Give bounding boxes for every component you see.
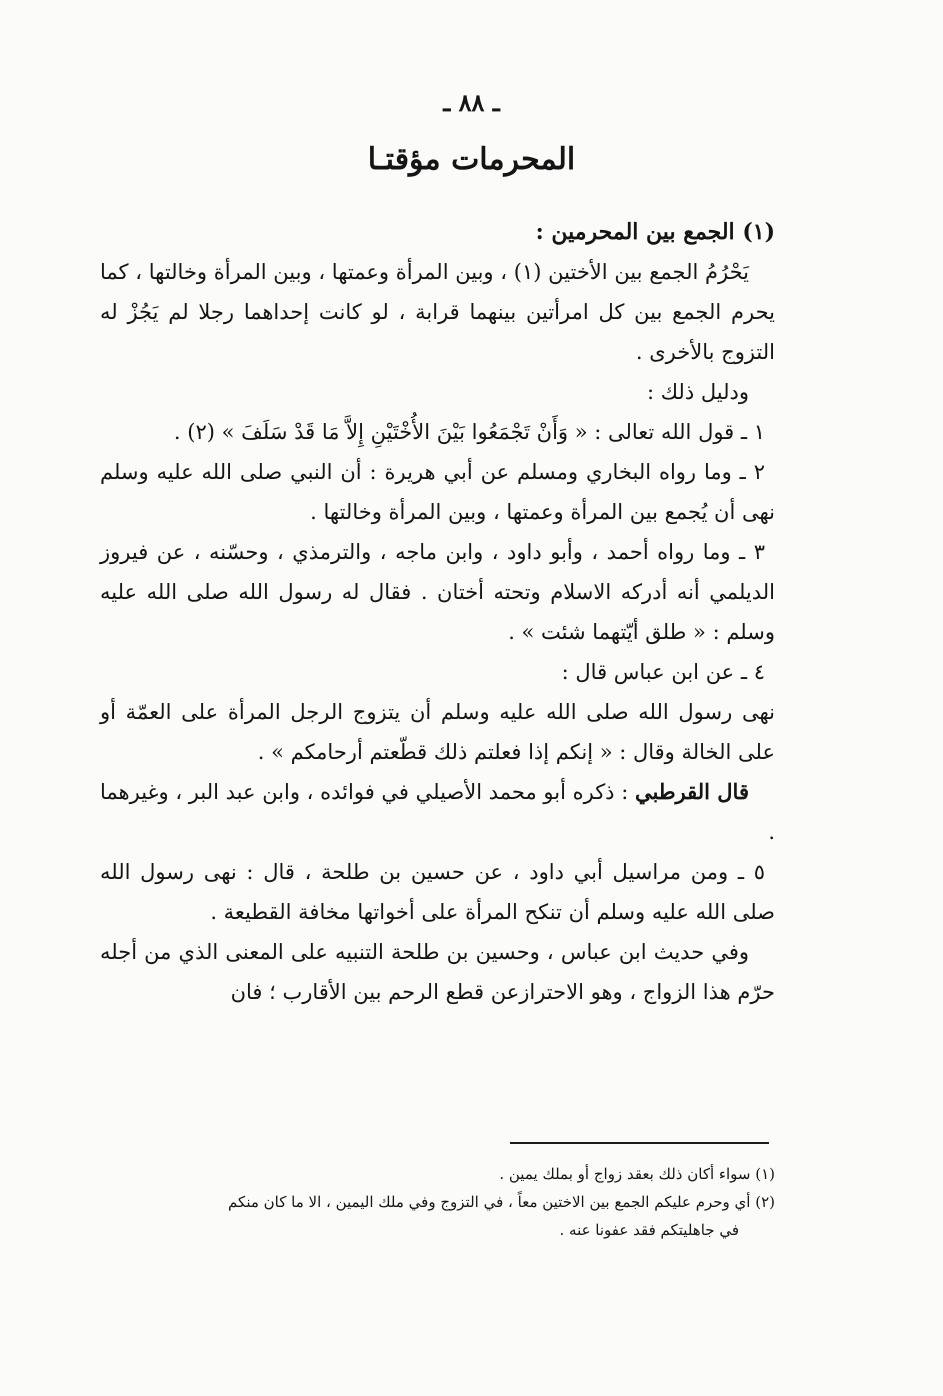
evidence-item-1: ١ ـ قول الله تعالى : « وَأَنْ تَجْمَعُوا بَيْنَ الأُخْتَيْنِ إِلاَّ مَا قَدْ سَلَفَ » (٢) . (173, 420, 765, 444)
paragraph-intro: يَحْرُمُ الجمع بين الأختين (١) ، وبين المرأة وعمتها ، وبين المرأة وخالتها ، كما يحرم الجمع بين كل امرأتين بينهما قرابة ، لو كانت إحداهما رجلا لم يَجُزْ له التزوج بالأخرى . (100, 260, 775, 364)
footnote-separator (510, 1142, 769, 1144)
evidence-item-4: ٤ ـ عن ابن عباس قال : (561, 660, 765, 684)
footnote-2: (٢) أي وحرم عليكم الجمع بين الاختين معاً ، في التزوج وفي ملك اليمين ، الا ما كان منكم (228, 1193, 775, 1211)
evidence-item-3: ٣ ـ وما رواه أحمد ، وأبو داود ، وابن ماجه ، والترمذي ، وحسّنه ، عن فيروز الديلمي أنه أدركه الاسلام وتحته أختان . فقال له رسول الله صلى الله عليه وسلم : « طلق أيّتهما شئت » . (100, 540, 775, 644)
qurtubi-rest: : ذكره أبو محمد الأصيلي في فوائده ، وابن عبد البر ، وغيرهما . (100, 780, 775, 844)
paragraph-reasoning: وفي حديث ابن عباس ، وحسين بن طلحة التنبيه على المعنى الذي من أجله حرّم هذا الزواج ، وهو الاحترازعن قطع الرحم بين الأقارب ؛ فان (100, 940, 775, 1004)
qurtubi-lead: قال القرطبي (634, 779, 749, 804)
evidence-item-2: ٢ ـ وما رواه البخاري ومسلم عن أبي هريرة : أن النبي صلى الله عليه وسلم نهى أن يُجمع بين المرأة وعمتها ، وبين المرأة وخالتها . (100, 460, 775, 524)
qurtubi-note (100, 772, 775, 852)
hadith-ibn-abbas: نهى رسول الله صلى الله عليه وسلم أن يتزوج الرجل المرأة على العمّة أو على الخالة وقال : « إنكم إذا فعلتم ذلك قطّعتم أرحامكم » . (100, 700, 775, 764)
body-text (100, 212, 775, 1012)
page-number: ـ ٨٨ ـ (443, 88, 500, 117)
evidence-item-5: ٥ ـ ومن مراسيل أبي داود ، عن حسين بن طلحة ، قال : نهى رسول الله صلى الله عليه وسلم أن تنكح المرأة على أخواتها مخافة القطيعة . (100, 860, 775, 924)
page-title: المحرمات مؤقتـا (367, 142, 576, 177)
section-heading: (١) الجمع بين المحرمين : (535, 219, 775, 245)
paragraph-evidence-heading: ودليل ذلك : (646, 380, 749, 404)
footnotes (100, 1160, 775, 1244)
footnote-2-continued: في جاهليتكم فقد عفونا عنه . (559, 1221, 739, 1239)
footnote-1: (١) سواء أكان ذلك بعقد زواج أو بملك يمين . (499, 1165, 775, 1183)
